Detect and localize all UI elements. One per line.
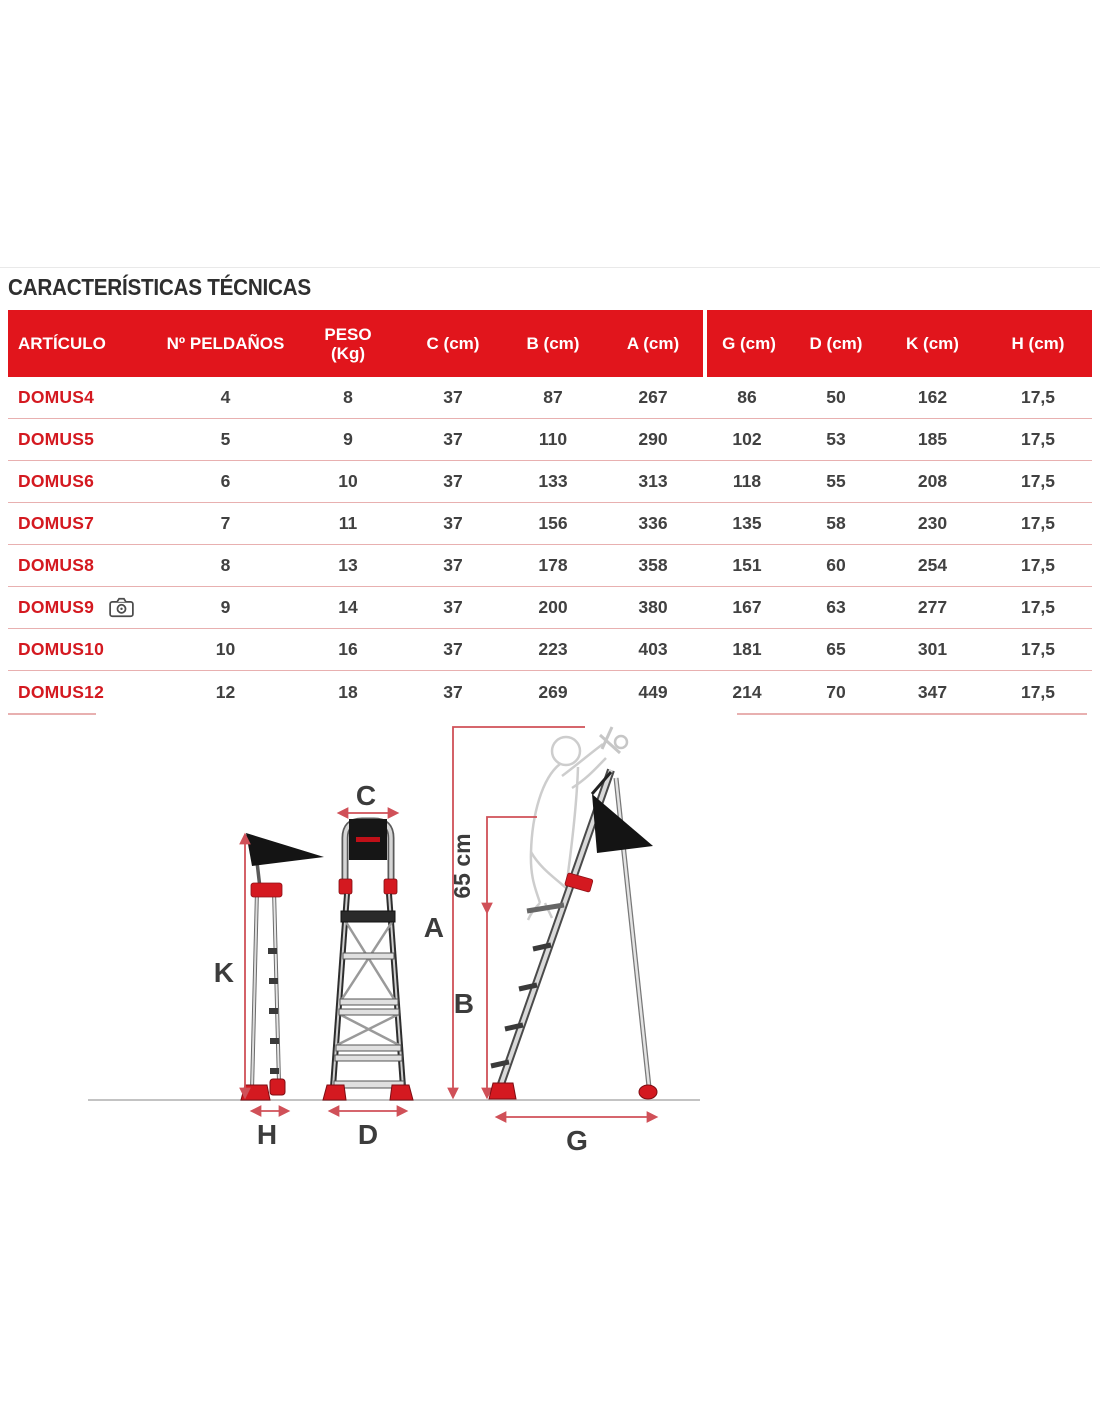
table-row <box>8 587 1092 629</box>
column-header-k <box>881 310 984 377</box>
value-cell: 17,5 <box>1020 471 1056 491</box>
value-cell: 11 <box>338 513 358 533</box>
column-header-peso <box>293 310 403 377</box>
article-cell <box>8 429 158 450</box>
ladder-foot <box>323 1085 346 1100</box>
value-cell: 185 <box>917 429 948 449</box>
article-cell <box>8 513 158 534</box>
value-cell: 87 <box>543 387 563 407</box>
dim-label-d: D <box>357 1119 379 1150</box>
value-cell: 358 <box>638 555 668 575</box>
value-cell: 37 <box>443 387 463 407</box>
column-header-label: G (cm) <box>722 334 776 353</box>
value-cell: 37 <box>443 471 463 491</box>
value-cell: 17,5 <box>1020 639 1056 659</box>
value-cell: 12 <box>215 681 236 702</box>
value-cell: 5 <box>220 429 231 449</box>
top-cap <box>251 883 282 897</box>
table-row <box>8 419 1092 461</box>
table-row <box>8 461 1092 503</box>
value-cell: 16 <box>338 639 358 659</box>
column-header-g <box>703 310 791 377</box>
value-cell: 254 <box>917 555 948 575</box>
dim-label-h: H <box>256 1119 278 1150</box>
value-cell: 167 <box>732 597 762 617</box>
value-cell: 230 <box>917 513 948 533</box>
article-label: DOMUS9 <box>18 597 95 617</box>
ladder-foot <box>639 1085 657 1099</box>
value-cell: 313 <box>638 471 668 491</box>
article-cell <box>8 471 158 492</box>
page-title: CARACTERÍSTICAS TÉCNICAS <box>8 274 311 300</box>
value-cell: 14 <box>338 597 358 617</box>
section-divider <box>0 267 1100 268</box>
value-cell: 37 <box>443 513 463 533</box>
value-cell: 53 <box>826 429 846 449</box>
value-cell: 223 <box>538 639 568 659</box>
value-cell: 200 <box>538 597 568 617</box>
column-header-label: C (cm) <box>426 334 480 353</box>
value-cell: 269 <box>538 681 568 702</box>
dim-label-65cm: 65 cm <box>449 833 475 899</box>
dim-label-a: A <box>423 912 444 943</box>
value-cell: 13 <box>338 555 358 575</box>
value-cell: 208 <box>917 471 948 491</box>
column-header-label: K (cm) <box>906 334 959 353</box>
value-cell: 63 <box>826 597 846 617</box>
value-cell: 10 <box>338 471 358 491</box>
column-header-a <box>603 310 703 377</box>
table-row <box>8 629 1092 671</box>
article-label: DOMUS7 <box>18 513 95 533</box>
table-row <box>8 671 1092 713</box>
value-cell: 277 <box>917 597 948 617</box>
value-cell: 70 <box>826 681 846 702</box>
dim-label-g: G <box>566 1125 588 1156</box>
column-header-label: A (cm) <box>626 334 680 353</box>
ladder-foot <box>390 1085 413 1100</box>
value-cell: 403 <box>638 639 668 659</box>
value-cell: 37 <box>443 681 463 702</box>
column-header-label: D (cm) <box>809 334 863 353</box>
value-cell: 162 <box>917 387 948 407</box>
ladder-diagram <box>0 715 1100 1225</box>
value-cell: 37 <box>443 429 463 449</box>
value-cell: 214 <box>732 681 762 702</box>
value-cell: 17,5 <box>1020 681 1056 702</box>
value-cell: 86 <box>737 387 757 407</box>
column-header-c <box>403 310 503 377</box>
column-header-label: Nº PELDAÑOS <box>166 334 285 353</box>
value-cell: 347 <box>917 681 948 702</box>
value-cell: 65 <box>826 639 846 659</box>
value-cell: 9 <box>343 429 353 449</box>
value-cell: 380 <box>638 597 668 617</box>
value-cell: 336 <box>638 513 668 533</box>
dim-label-b: B <box>453 988 474 1019</box>
value-cell: 37 <box>443 555 463 575</box>
specs-table <box>8 310 1092 713</box>
column-header-b <box>503 310 603 377</box>
dim-label-k: K <box>213 957 234 988</box>
article-label: DOMUS8 <box>18 555 95 575</box>
value-cell: 178 <box>538 555 568 575</box>
value-cell: 37 <box>443 597 463 617</box>
column-header-label: B (cm) <box>526 334 580 353</box>
value-cell: 110 <box>538 429 568 449</box>
value-cell: 135 <box>732 513 762 533</box>
value-cell: 55 <box>826 471 846 491</box>
tool-tray-flap <box>246 833 324 866</box>
front-view-ladder <box>323 780 413 1150</box>
column-header-label: PESO <box>324 324 372 344</box>
ladder-foot <box>270 1079 285 1095</box>
value-cell: 17,5 <box>1020 555 1056 575</box>
value-cell: 151 <box>732 555 762 575</box>
value-cell: 18 <box>338 681 358 702</box>
column-header-h <box>984 310 1092 377</box>
camera-icon[interactable] <box>108 597 135 618</box>
value-cell: 4 <box>220 387 231 407</box>
value-cell: 17,5 <box>1020 513 1056 533</box>
column-header-label: H (cm) <box>1011 334 1065 353</box>
table-row <box>8 377 1092 419</box>
value-cell: 301 <box>917 639 948 659</box>
ladder-foot <box>489 1083 516 1099</box>
value-cell: 37 <box>443 639 463 659</box>
value-cell: 267 <box>638 387 668 407</box>
value-cell: 6 <box>220 471 231 491</box>
folded-ladder <box>214 833 324 1150</box>
article-label: DOMUS4 <box>18 387 95 407</box>
platform-step <box>341 911 395 922</box>
column-header-articulo <box>8 310 158 377</box>
article-label: DOMUS5 <box>18 429 95 449</box>
article-cell <box>8 639 158 660</box>
side-view-ladder <box>424 727 657 1156</box>
value-cell: 58 <box>826 513 846 533</box>
tool-tray-flap <box>592 794 653 853</box>
value-cell: 17,5 <box>1020 597 1056 617</box>
column-header-label: ARTÍCULO <box>18 334 106 353</box>
value-cell: 181 <box>732 639 762 659</box>
article-label: DOMUS6 <box>18 471 95 491</box>
value-cell: 9 <box>220 597 231 617</box>
value-cell: 7 <box>220 513 231 533</box>
article-cell <box>8 387 158 408</box>
value-cell: 17,5 <box>1020 429 1056 449</box>
value-cell: 60 <box>826 555 846 575</box>
article-cell <box>8 597 158 618</box>
brand-logo <box>356 837 380 842</box>
article-cell <box>8 682 158 703</box>
value-cell: 290 <box>638 429 668 449</box>
value-cell: 50 <box>826 387 846 407</box>
table-row <box>8 545 1092 587</box>
article-label: DOMUS12 <box>18 681 105 702</box>
dim-label-c: C <box>355 780 377 811</box>
value-cell: 8 <box>220 555 231 575</box>
value-cell: 8 <box>343 387 353 407</box>
dim-line-65cm <box>487 817 537 912</box>
drill-tool <box>600 727 620 753</box>
table-row <box>8 503 1092 545</box>
column-header-d <box>791 310 881 377</box>
value-cell: 133 <box>538 471 568 491</box>
table-body <box>8 377 1092 713</box>
column-header-peldanos <box>158 310 293 377</box>
column-header-label2: (Kg) <box>331 343 365 363</box>
value-cell: 449 <box>638 681 668 702</box>
value-cell: 102 <box>732 429 762 449</box>
value-cell: 17,5 <box>1020 387 1056 407</box>
table-header <box>8 310 1092 377</box>
article-cell <box>8 555 158 576</box>
value-cell: 156 <box>538 513 568 533</box>
value-cell: 10 <box>215 639 236 659</box>
article-label: DOMUS10 <box>18 639 105 659</box>
value-cell: 118 <box>732 471 762 491</box>
